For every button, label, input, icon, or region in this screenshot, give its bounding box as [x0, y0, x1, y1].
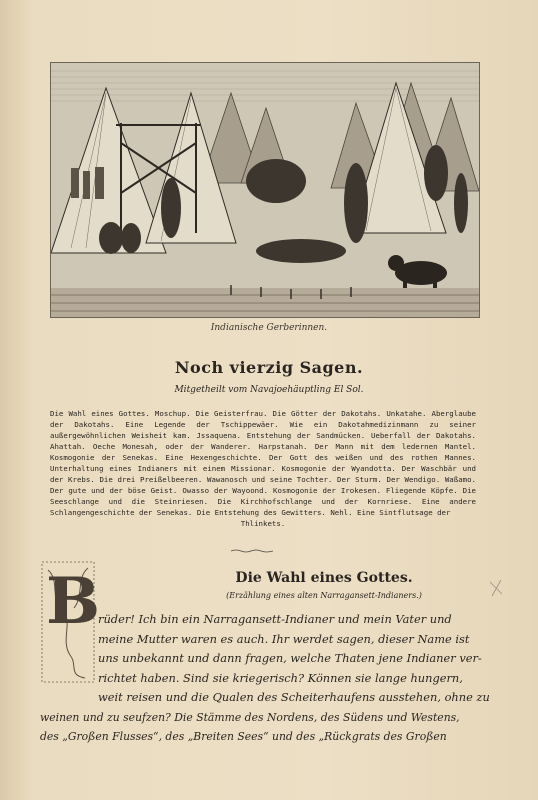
section-divider	[231, 549, 273, 553]
story-line: meine Mutter waren es auch. Ihr werdet sagen, dieser Name ist	[98, 631, 470, 646]
story-line: weit reisen und die Qualen des Scheiterhaufens ausstehen, ohne zu	[98, 690, 490, 704]
story-title: Die Wahl eines Gottes.	[235, 570, 413, 586]
story-line: weinen und zu seufzen? Die Stämme des Nordens, des Südens und Westens,	[40, 710, 460, 724]
story-line: des „Großen Flusses“, des „Breiten Sees“ und des „Rückgrats des Großen	[40, 730, 447, 743]
story-body	[40, 610, 490, 747]
pencil-cross-mark	[488, 578, 504, 598]
engraving-image	[51, 63, 479, 317]
illustration-caption: Indianische Gerberinnen.	[210, 323, 328, 333]
page-subtitle: Mitgetheilt vom Navajoehäuptling El Sol.	[174, 385, 364, 395]
story-line: uns unbekannt und dann fragen, welche Thaten jene Indianer ver-	[98, 651, 482, 665]
story-subtitle: (Erzählung eines alten Narragansett-Indianers.)	[226, 591, 422, 600]
contents-list	[50, 408, 476, 529]
page-title: Noch vierzig Sagen.	[174, 358, 364, 377]
contents-text: Die Wahl eines Gottes. Moschup. Die Geisterfrau. Die Götter der Dakotahs. Unkatahe. Aberglaube der Dakotahs. Eine Legende der Tschippewäer. Wie ein Dakotahmedizinmann zu seiner außergewöhnlichen Weisheit kam. Jssaquena. Entstehung der Sandmücken. Ueberfall der Dakotahs. Ahattah. Oeche Monesah, oder der Wanderer. Harpstanah. Der Mann mit dem ledernen Mantel. Kosmogonie der Senekas. Eine Hexengeschichte. Der Gott des weißen und des rothen Mannes. Unterhaltung eines Indianers mit einem Missionar. Kosmogonie der Wyandotta. Der Waschbär und der Krebs. Die drei Preißelbeeren. Wawanosch und seine Tochter. Der Sturm. Der Wendigo. Waßamo. Der gute und der böse Geist. Owasso der Wayoond. Kosmogonie der Irokesen. Fliegende Köpfe. Die Seeschlange und die Steinriesen. Die Kirchhofschlange und der Kornriese. Eine andere Schlangengeschichte der Senekas. Die Entstehung des Gewitters. Nehl. Eine Sintflutsage der	[50, 409, 476, 517]
engraving-indian-tanners	[50, 62, 480, 318]
contents-last-line: Thlinkets.	[240, 519, 286, 528]
story-drop-cap: B	[46, 564, 101, 639]
story-line: richtet haben. Sind sie kriegerisch? Können sie lange hungern,	[98, 670, 463, 685]
story-line: rüder! Ich bin ein Narragansett-Indianer und mein Vater und	[98, 612, 452, 626]
